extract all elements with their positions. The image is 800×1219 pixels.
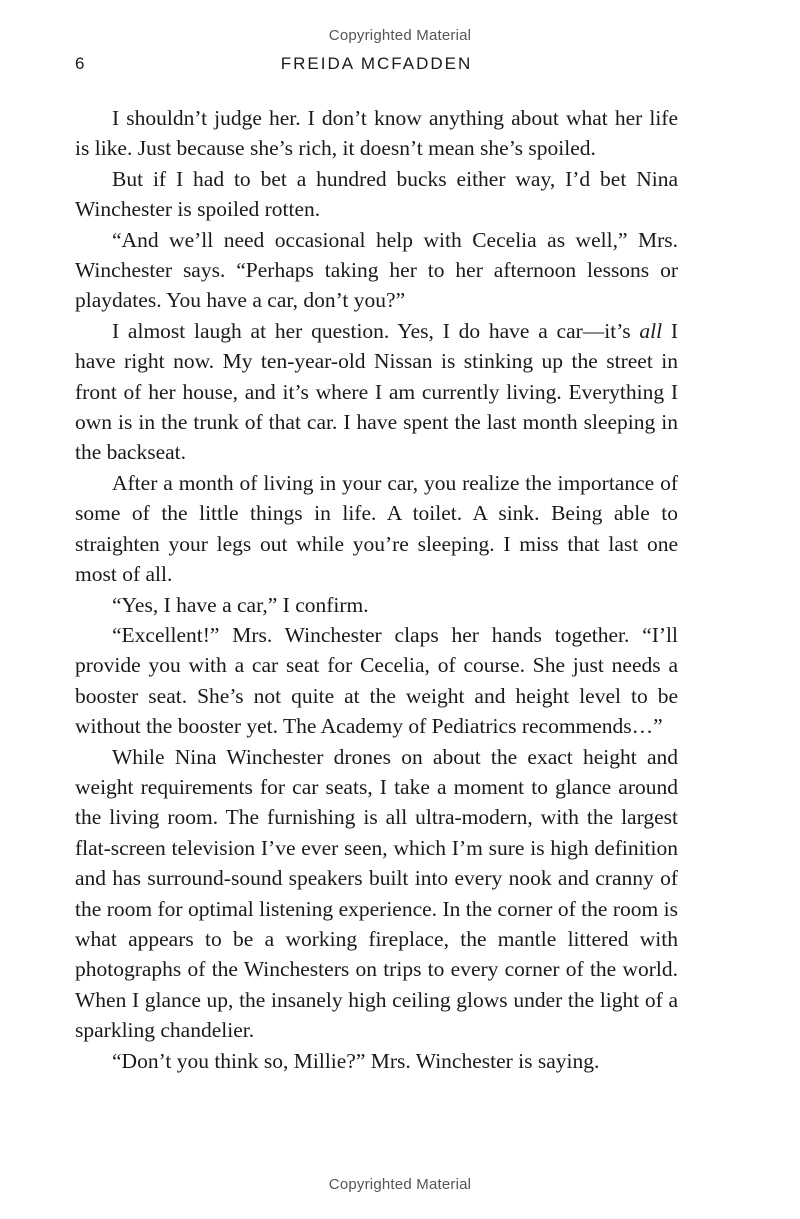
paragraph: “Yes, I have a car,” I confirm.	[112, 592, 369, 617]
page-number: 6	[75, 54, 85, 73]
paragraph: While Nina Winchester drones on about the exact height and weight requirements for car seats, I take a moment to glance around the living room. The furnishing is all ultra-modern, with the largest flat-screen television I’ve ever seen, which I’m sure is high definition and has surround-sound speakers built into every nook and cranny of the room for optimal listening experience. In the corner of the room is what appears to be a working fireplace, the mantle littered with photographs of the Winchesters on trips to every corner of the world. When I glance up, the insanely high ceiling glows under the light of a sparkling chandelier.	[75, 744, 678, 1043]
paragraph: But if I had to bet a hundred bucks either way, I’d bet Nina Winchester is spoiled rotten.	[75, 166, 678, 222]
paragraph: “And we’ll need occasional help with Cecelia as well,” Mrs. Winchester says. “Perhaps taking her to her afternoon lessons or playdates. You have a car, don’t you?”	[75, 227, 678, 313]
paragraph: “Excellent!” Mrs. Winchester claps her hands together. “I’ll provide you with a car seat for Cecelia, of course. She just needs a booster seat. She’s not quite at the weight and height level to be without the booster yet. The Academy of Pediatrics recommends…”	[75, 622, 678, 739]
paragraph: After a month of living in your car, you realize the importance of some of the little things in life. A toilet. A sink. Being able to straighten your legs out while you’re sleeping. I miss that last one most of all.	[75, 470, 678, 587]
paragraph: I almost laugh at her question. Yes, I do have a car—it’s all I have right now. My ten-year-old Nissan is stinking up the street in front of her house, and it’s where I am currently living. Everything I own is in the trunk of that car. I have spent the last month sleeping in the backseat.	[75, 318, 678, 465]
copyright-watermark-top: Copyrighted Material	[328, 27, 472, 44]
copyright-watermark-bottom: Copyrighted Material	[328, 1176, 472, 1193]
paragraph: I shouldn’t judge her. I don’t know anything about what her life is like. Just because she’s rich, it doesn’t mean she’s spoiled.	[75, 106, 678, 161]
running-head	[75, 54, 678, 78]
header-author: FREIDA MCFADDEN	[280, 54, 473, 73]
emphasis: all	[639, 318, 663, 343]
body-text	[75, 103, 678, 1076]
paragraph: “Don’t you think so, Millie?” Mrs. Winchester is saying.	[112, 1048, 600, 1073]
